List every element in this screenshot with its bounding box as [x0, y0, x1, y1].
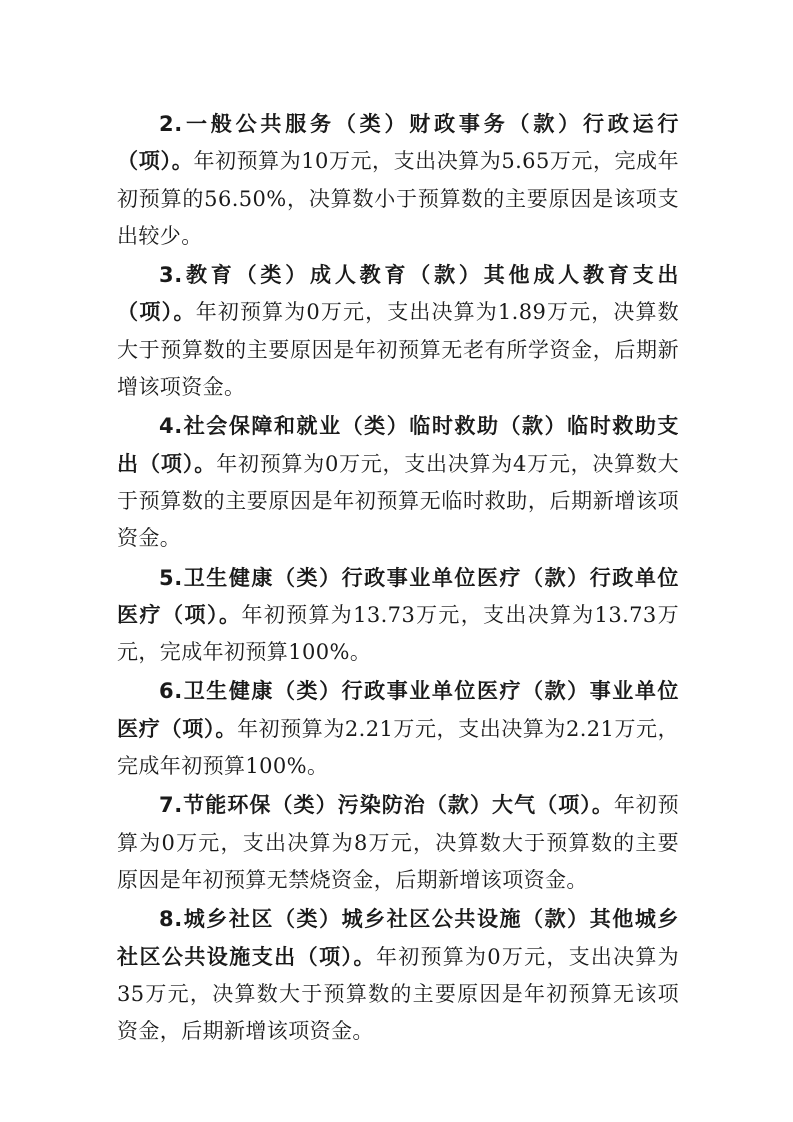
paragraph-item-8	[117, 901, 679, 1050]
paragraph-heading: 8.城乡社区（类）城乡社区公共设施（款）其他城乡社区公共设施支出（项）。	[117, 907, 679, 969]
paragraph-item-6	[117, 673, 679, 785]
paragraph-body: 年初预算为13.73万元，支出决算为13.73万元，完成年初预算100%。	[117, 602, 679, 665]
paragraph-body: 年初预算为2.21万元，支出决算为2.21万元，完成年初预算100%。	[117, 716, 679, 779]
paragraph-item-7	[117, 787, 679, 899]
paragraph-heading: 4.社会保障和就业（类）临时救助（款）临时救助支出（项）。	[117, 414, 679, 476]
paragraph-body: 年初预算为10万元，支出决算为5.65万元，完成年初预算的56.50%，决算数小于预算数的主要原因是该项支出较少。	[117, 149, 680, 248]
paragraph-heading: 6.卫生健康（类）行政事业单位医疗（款）事业单位医疗（项）。	[117, 679, 679, 741]
paragraph-body: 年初预算为0万元，支出决算为1.89万元，决算数大于预算数的主要原因是年初预算无老有所学资金，后期新增该项资金。	[117, 300, 679, 400]
paragraph-body: 年初预算为0万元，支出决算为4万元，决算数大于预算数的主要原因是年初预算无临时救助，后期新增该项资金。	[117, 451, 679, 551]
paragraph-item-3	[117, 257, 679, 406]
paragraph-body: 年初预算为0万元，支出决算为8万元，决算数大于预算数的主要原因是年初预算无禁烧资金，后期新增该项资金。	[117, 793, 679, 892]
document-page	[117, 106, 679, 1052]
paragraph-item-2	[117, 106, 679, 255]
paragraph-heading: 5.卫生健康（类）行政事业单位医疗（款）行政单位医疗（项）。	[117, 565, 679, 627]
paragraph-heading: 7.节能环保（类）污染防治（款）大气（项）。	[159, 793, 614, 818]
paragraph-body: 年初预算为0万元，支出决算为35万元，决算数大于预算数的主要原因是年初预算无该项资金，后期新增该项资金。	[117, 944, 679, 1044]
paragraph-item-5	[117, 560, 679, 672]
paragraph-item-4	[117, 408, 679, 557]
paragraph-heading: 2.一般公共服务（类）财政事务（款）行政运行（项）。	[117, 112, 679, 174]
paragraph-heading: 3.教育（类）成人教育（款）其他成人教育支出（项）。	[117, 263, 679, 325]
